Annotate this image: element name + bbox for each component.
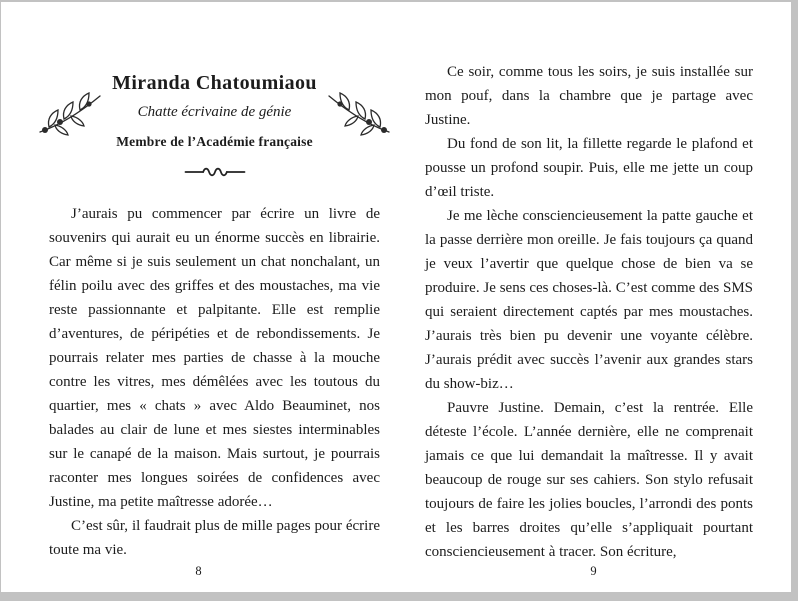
paragraph: Du fond de son lit, la fillette regarde le plafond et pousse un profond soupir. Puis, elle me jette un coup d’œil triste. xyxy=(425,136,753,200)
left-page-text-block xyxy=(49,202,380,562)
squiggle-divider-icon xyxy=(49,165,380,179)
chapter-header xyxy=(49,72,380,179)
paragraph: C’est sûr, il faudrait plus de mille pages pour écrire toute ma vie. xyxy=(49,518,380,558)
olive-branch-right-icon xyxy=(326,90,392,136)
right-page-text-block xyxy=(425,60,753,564)
paragraph: Pauvre Justine. Demain, c’est la rentrée. Elle déteste l’école. L’année dernière, elle ne comprenait jamais ce que lui demandait la maîtresse. Il y avait beaucoup de rouge sur ses cahiers. Son stylo refusait toujours de faire les jolies boucles, l’arrondi des ponts et les barres droites qu’elle s’appliquait pourtant consciencieusement à tracer. Son écriture, xyxy=(425,400,753,560)
character-name-title: Miranda Chatoumiaou xyxy=(112,72,317,94)
paragraph: Ce soir, comme tous les soirs, je suis installée sur mon pouf, dans la chambre que je partage avec Justine. xyxy=(425,64,753,128)
book-spread xyxy=(1,2,791,592)
paragraph: Je me lèche consciencieusement la patte gauche et la passe derrière mon oreille. Je fais toujours ça quand je veux l’avertir que quelque chose de bien va se produire. Je sens ces choses-là. C’est comme des SMS qui seraient directement captés par mes moustaches. J’aurais très bien pu devenir une voyante célèbre. J’aurais prédit avec succès l’avenir aux grandes stars du show-biz… xyxy=(425,208,753,392)
character-subtitle: Chatte écrivaine de génie xyxy=(137,104,292,120)
character-affiliation: Membre de l’Académie française xyxy=(116,134,313,149)
olive-branch-left-icon xyxy=(37,90,103,136)
page-number-right: 9 xyxy=(590,564,597,578)
paragraph: J’aurais pu commencer par écrire un livre de souvenirs qui aurait eu un énorme succès en librairie. Car même si je suis seulement un chat nonchalant, un félin poilu avec des griffes et des moustaches, ma vie reste passionnante et palpitante. Elle est remplie d’aventures, de péripéties et de rebondissements. Je pourrais relater mes parties de chasse à la mouche contre les vitres, mes démêlées avec les toutous du quartier, mes « chats » avec Aldo Beauminet, nos balades au clair de lune et mes siestes interminables sur le canapé de la maison. Mais surtout, je pourrais raconter mes longues soirées de confidences avec Justine, ma petite maîtresse adorée… xyxy=(49,206,380,510)
page-number-left: 8 xyxy=(195,564,202,578)
page-left xyxy=(1,2,396,592)
page-right xyxy=(396,2,791,592)
